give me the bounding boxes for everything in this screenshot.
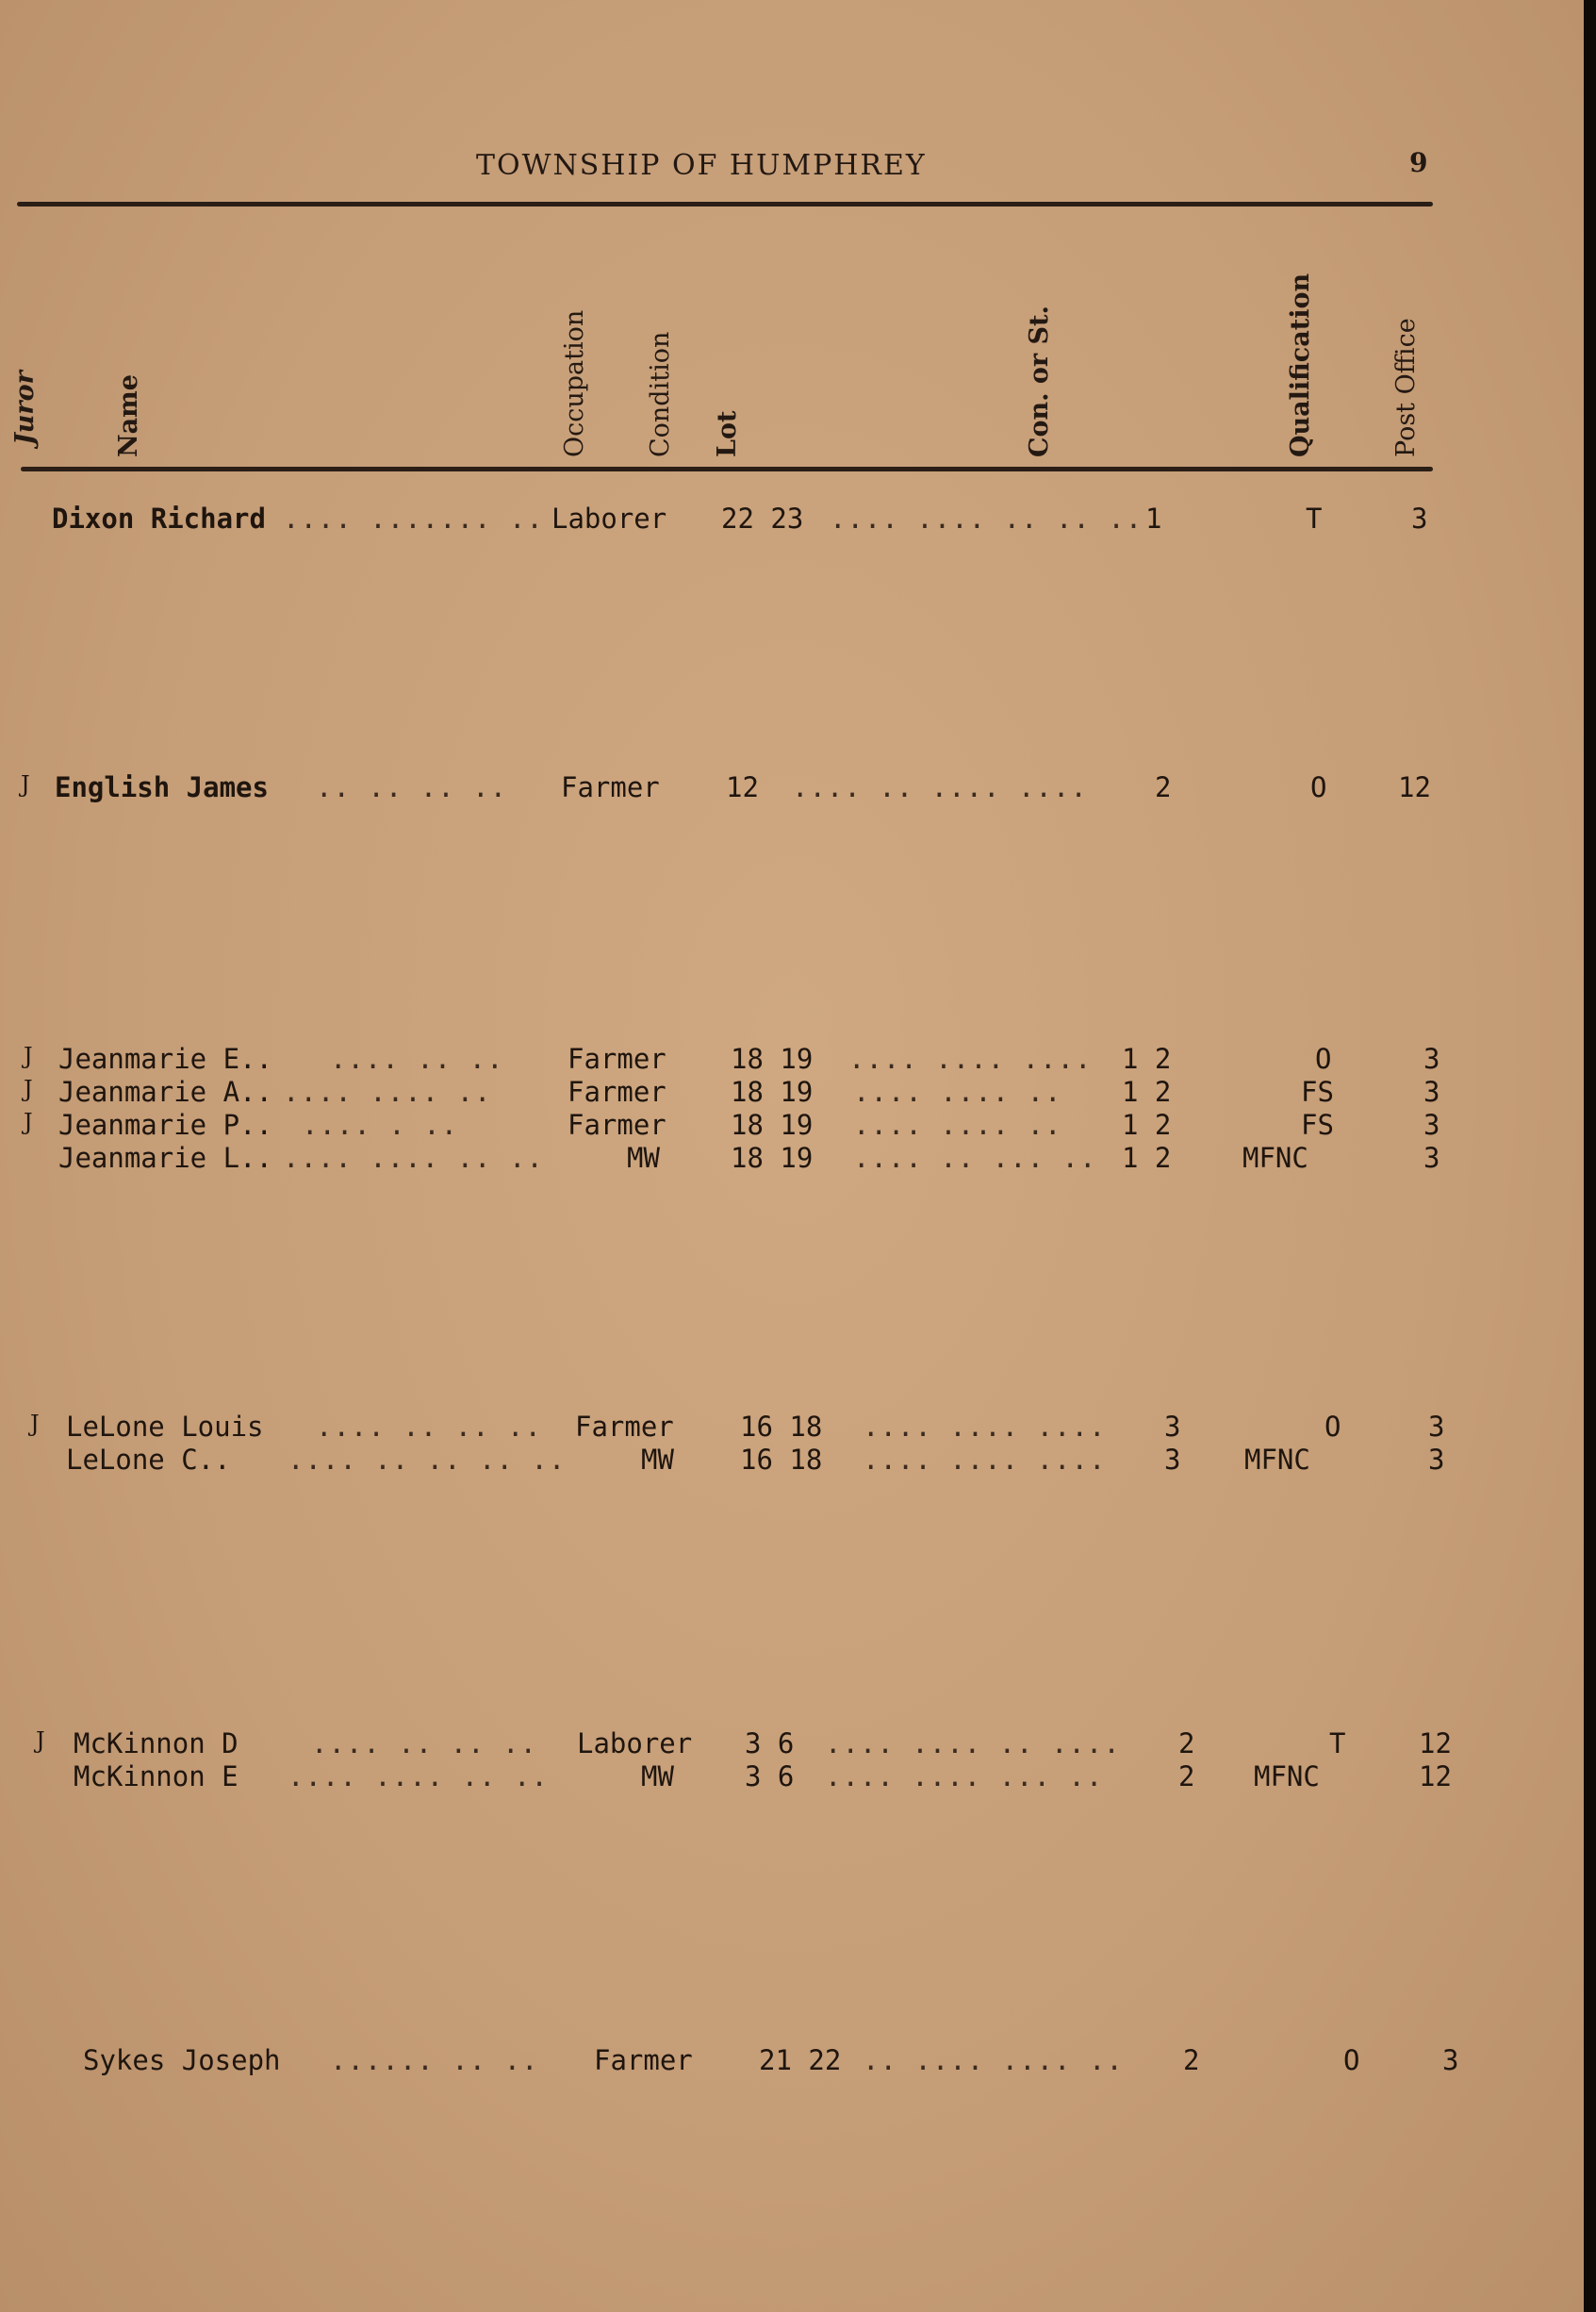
leader-dots: .... .... .. .. [283, 1142, 544, 1174]
qualification-cell: MFNC [1244, 1444, 1310, 1476]
con-cell: 1 2 [1122, 1076, 1172, 1108]
lot-cell: 21 22 [759, 2044, 842, 2076]
page-header-title: TOWNSHIP OF HUMPHREY [476, 149, 927, 182]
con-cell: 1 2 [1122, 1043, 1172, 1075]
name-cell: English James [55, 771, 269, 803]
name-cell: LeLone C.. [66, 1444, 231, 1476]
occupation-cell: Laborer [551, 503, 667, 535]
occupation-cell: Farmer [568, 1076, 666, 1108]
qualification-cell: MFNC [1254, 1760, 1320, 1792]
column-header-lot: Lot [713, 410, 742, 457]
qualification-cell: O [1310, 771, 1327, 803]
leader-dots: .... ....... .. [283, 503, 544, 535]
lot-cell: 16 18 [740, 1444, 823, 1476]
occupation-cell: Farmer [568, 1109, 666, 1141]
column-header-occupation: Occupation [560, 309, 589, 457]
con-cell: 3 [1164, 1411, 1181, 1443]
name-cell: Dixon Richard [52, 503, 266, 535]
name-cell: Sykes Joseph [83, 2044, 281, 2076]
lot-cell: 18 19 [731, 1043, 814, 1075]
post-office-cell: 12 [1419, 1760, 1452, 1792]
qualification-cell: MFNC [1242, 1142, 1308, 1174]
column-header-condition: Condition [646, 331, 675, 457]
occupation-cell: MW [641, 1444, 674, 1476]
leader-dots: .... .. ... .. [853, 1142, 1097, 1174]
lot-cell: 18 19 [731, 1142, 814, 1174]
leader-dots: .... .... .... [863, 1411, 1107, 1443]
lot-cell: 18 19 [731, 1076, 814, 1108]
lot-cell: 3 6 [745, 1727, 795, 1759]
juror-mark: J [30, 1411, 40, 1437]
table-row [0, 1727, 1584, 1761]
post-office-cell: 12 [1419, 1727, 1452, 1759]
juror-mark: J [24, 1076, 33, 1102]
juror-mark: J [24, 1109, 33, 1135]
leader-dots: .... .. .. .. [311, 1727, 537, 1759]
qualification-cell: T [1306, 503, 1323, 535]
occupation-cell: Farmer [575, 1411, 674, 1443]
post-office-cell: 3 [1428, 1444, 1445, 1476]
post-office-cell: 3 [1423, 1076, 1440, 1108]
leader-dots: .. .. .. .. [316, 771, 508, 803]
name-cell: McKinnon E [74, 1760, 239, 1792]
leader-dots: .... . .. [302, 1109, 459, 1141]
lot-cell: 18 19 [731, 1109, 814, 1141]
leader-dots: .... .. .... .... [792, 771, 1088, 803]
leader-dots: .... .... .. [853, 1109, 1062, 1141]
table-row [0, 1076, 1584, 1110]
con-cell: 3 [1164, 1444, 1181, 1476]
table-row [0, 771, 1584, 805]
scan-edge [1584, 0, 1596, 2312]
occupation-cell: Farmer [568, 1043, 666, 1075]
post-office-cell: 12 [1398, 771, 1431, 803]
column-header-name: Name [114, 374, 143, 457]
table-row [0, 1043, 1584, 1077]
page-number: 9 [1409, 147, 1428, 178]
occupation-cell: Laborer [577, 1727, 693, 1759]
name-cell: Jeanmarie L.. [58, 1142, 272, 1174]
qualification-cell: FS [1301, 1109, 1334, 1141]
leader-dots: .... .. .. [330, 1043, 504, 1075]
con-cell: 1 2 [1122, 1142, 1172, 1174]
table-row [0, 1444, 1584, 1478]
occupation-cell: MW [641, 1760, 674, 1792]
leader-dots: .... .... .. .... [825, 1727, 1121, 1759]
occupation-cell: Farmer [594, 2044, 693, 2076]
post-office-cell: 3 [1411, 503, 1428, 535]
lot-cell: 3 6 [745, 1760, 795, 1792]
con-cell: 2 [1183, 2044, 1200, 2076]
leader-dots: .... .... .... [863, 1444, 1107, 1476]
post-office-cell: 3 [1423, 1142, 1440, 1174]
post-office-cell: 3 [1423, 1109, 1440, 1141]
qualification-cell: FS [1301, 1076, 1334, 1108]
post-office-cell: 3 [1423, 1043, 1440, 1075]
leader-dots: .... .. .. .. [316, 1411, 542, 1443]
name-cell: McKinnon D [74, 1727, 239, 1759]
column-header-post-office: Post Office [1391, 318, 1421, 457]
table-row [0, 1142, 1584, 1176]
post-office-cell: 3 [1428, 1411, 1445, 1443]
occupation-cell: MW [627, 1142, 660, 1174]
qualification-cell: T [1329, 1727, 1346, 1759]
lot-cell: 16 18 [740, 1411, 823, 1443]
con-cell: 2 [1178, 1727, 1195, 1759]
leader-dots: .... .... .. .. [288, 1760, 549, 1792]
table-row [0, 1760, 1584, 1794]
column-header-qualification: Qualification [1286, 272, 1315, 457]
leader-dots: .... .... .. .. .. [830, 503, 1144, 535]
leader-dots: .... .... ... .. [825, 1760, 1104, 1792]
juror-mark: J [24, 1043, 33, 1069]
column-header-juror: Juror [10, 371, 40, 445]
juror-mark: J [36, 1727, 45, 1754]
con-cell: 2 [1155, 771, 1172, 803]
occupation-cell: Farmer [561, 771, 660, 803]
leader-dots: .... .. .. .. .. [288, 1444, 567, 1476]
header-rule [17, 202, 1433, 206]
qualification-cell: O [1325, 1411, 1341, 1443]
lot-cell: 22 23 [721, 503, 804, 535]
qualification-cell: O [1343, 2044, 1360, 2076]
leader-dots: .... .... .. [853, 1076, 1062, 1108]
con-cell: 2 [1178, 1760, 1195, 1792]
name-cell: Jeanmarie P.. [58, 1109, 272, 1141]
name-cell: LeLone Louis [66, 1411, 264, 1443]
table-row [0, 503, 1584, 537]
con-cell: 1 2 [1122, 1109, 1172, 1141]
lot-cell: 12 [726, 771, 759, 803]
qualification-cell: O [1315, 1043, 1332, 1075]
post-office-cell: 3 [1442, 2044, 1459, 2076]
name-cell: Jeanmarie A.. [58, 1076, 272, 1108]
leader-dots: .... .... .. [283, 1076, 492, 1108]
con-cell: 1 [1145, 503, 1162, 535]
table-row [0, 1411, 1584, 1445]
column-header-con-or-st: Con. or St. [1025, 306, 1054, 457]
leader-dots: .. .... .... .. [863, 2044, 1124, 2076]
juror-mark: J [21, 771, 30, 798]
table-row [0, 1109, 1584, 1143]
table-row [0, 2044, 1584, 2078]
name-cell: Jeanmarie E.. [58, 1043, 272, 1075]
leader-dots: .... .... .... [848, 1043, 1093, 1075]
column-header-rule [21, 467, 1433, 471]
leader-dots: ...... .. .. [330, 2044, 539, 2076]
